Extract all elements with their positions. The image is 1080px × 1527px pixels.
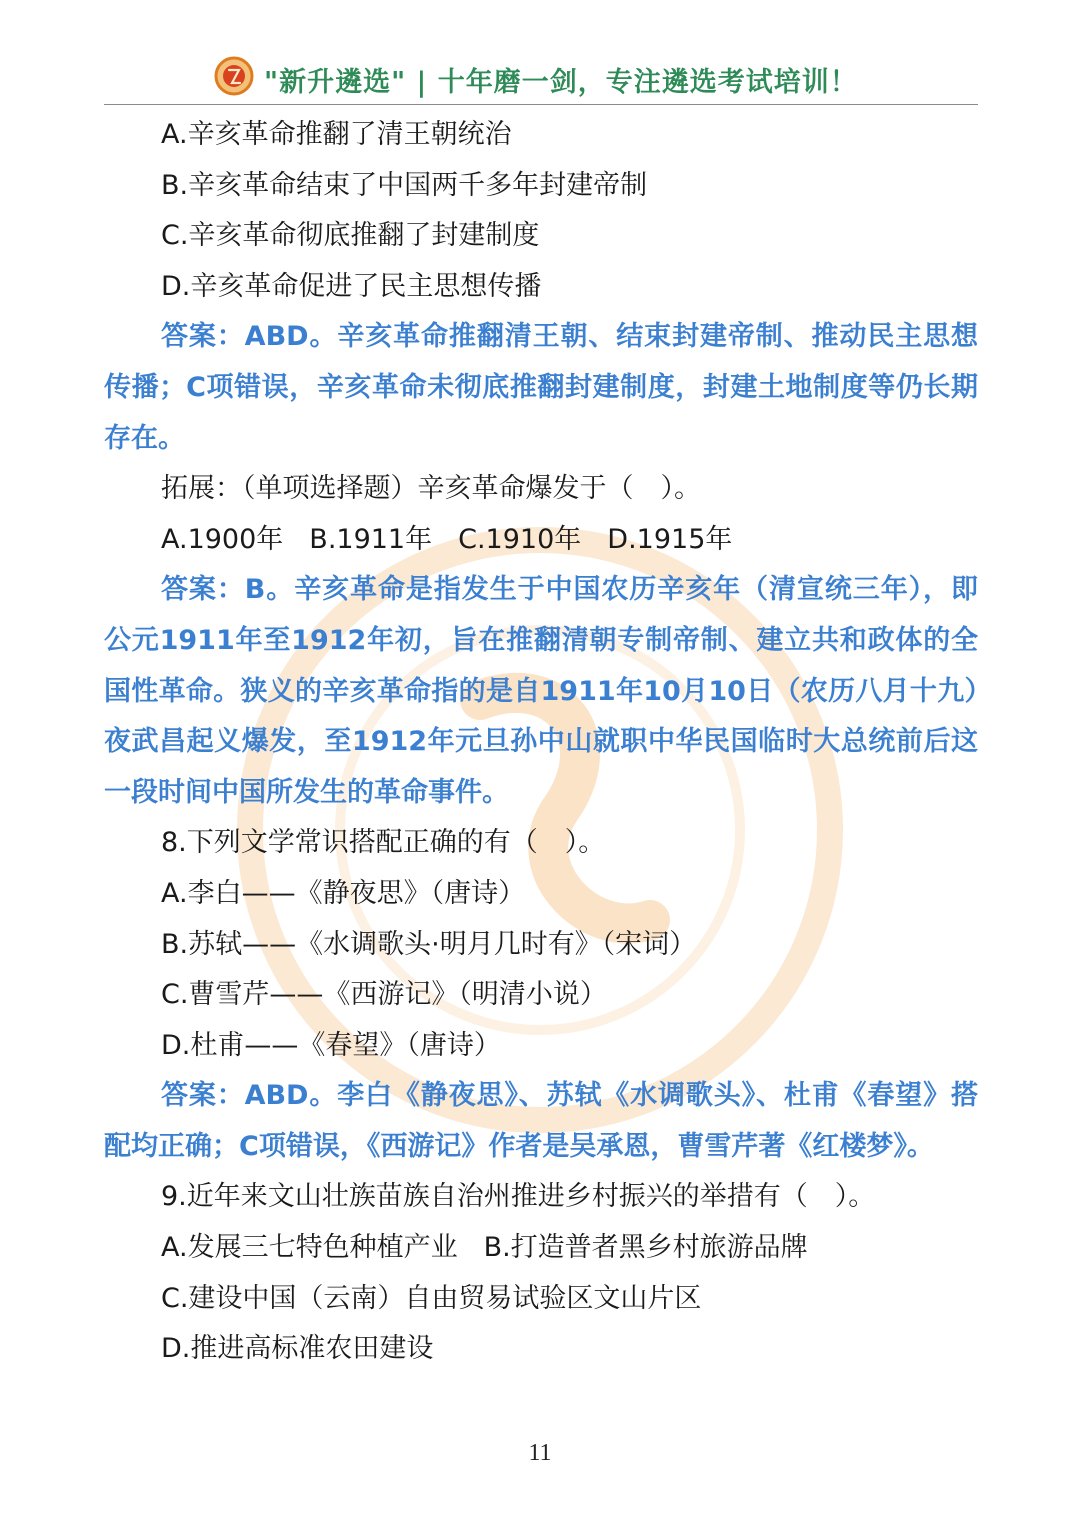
q7-answer: 答案：ABD。辛亥革命推翻清王朝、结束封建帝制、推动民主思想传播；C项错误，辛亥革命未彻底推翻封建制度，封建土地制度等仍长期存在。: [104, 321, 978, 454]
q7-option-b: B.辛亥革命结束了中国两千多年封建帝制: [161, 169, 648, 201]
q8-option-b: B.苏轼——《水调歌头·明月几时有》（宋词）: [161, 928, 697, 960]
q9-option-a: A.发展三七特色种植产业: [161, 1232, 458, 1264]
extension-option-d: D.1915年: [607, 523, 733, 555]
q9-options-row: [104, 1223, 978, 1274]
q8-option-d: D.杜甫——《春望》（唐诗）: [161, 1029, 501, 1061]
q9-option-d: D.推进高标准农田建设: [161, 1333, 434, 1365]
q7-option-d: D.辛亥革命促进了民主思想传播: [161, 270, 542, 302]
q9-question: 9.近年来文山壮族苗族自治州推进乡村振兴的举措有（ ）。: [161, 1181, 876, 1213]
q8-option-c: C.曹雪芹——《西游记》（明清小说）: [161, 979, 607, 1011]
extension-option-b: B.1911年: [309, 523, 433, 555]
extension-option-c: C.1910年: [458, 523, 582, 555]
document-body: [104, 110, 978, 1375]
xinsheng-logo-icon: [214, 56, 254, 96]
header-tagline: "新升遴选" | 十年磨一剑，专注遴选考试培训！: [264, 67, 858, 98]
extension-answer: 答案：B。辛亥革命是指发生于中国农历辛亥年（清宣统三年），即公元1911年至1912年初，旨在推翻清朝专制帝制、建立共和政体的全国性革命。狭义的辛亥革命指的是自1911年10月10日（农历八月十九）夜武昌起义爆发，至1912年元旦孙中山就职中华民国临时大总统前后这一段时间中国所发生的革命事件。: [104, 574, 978, 808]
q9-option-b: B.打造普者黑乡村旅游品牌: [483, 1232, 808, 1264]
page-number: 11: [528, 1440, 552, 1466]
q7-option-c: C.辛亥革命彻底推翻了封建制度: [161, 220, 540, 252]
extension-options: [104, 515, 978, 566]
extension-question: 拓展：（单项选择题）辛亥革命爆发于（ ）。: [161, 473, 701, 505]
page-header: [104, 52, 978, 105]
q9-option-c: C.建设中国（云南）自由贸易试验区文山片区: [161, 1282, 702, 1314]
q7-option-a: A.辛亥革命推翻了清王朝统治: [161, 119, 512, 150]
q8-answer: 答案：ABD。李白《静夜思》、苏轼《水调歌头》、杜甫《春望》搭配均正确；C项错误，《西游记》作者是吴承恩，曹雪芹著《红楼梦》。: [104, 1080, 978, 1162]
q8-option-a: A.李白——《静夜思》（唐诗）: [161, 877, 526, 909]
extension-option-a: A.1900年: [161, 523, 284, 555]
q8-question: 8.下列文学常识搭配正确的有（ ）。: [161, 827, 606, 859]
